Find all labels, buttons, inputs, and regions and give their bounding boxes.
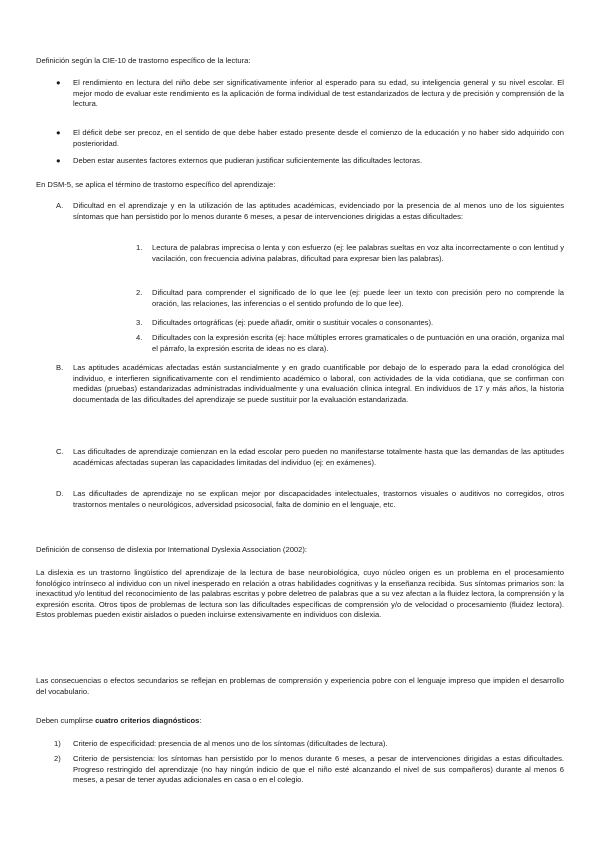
criterion-text: Las aptitudes académicas afectadas están sustancialmente y en grado cuantificable por debajo de lo esperado para la edad cronológica del individuo, e interfieren significativamente con el rendimiento académico o laboral, con actividades de la vida cotidiana, que se confirman con medidas (pruebas) estandarizadas administradas individualmente y una evaluación clínica integral. En individuos de 17 y más años, la historia documentada de las dificultades del aprendizaje se puede sustituir por la evaluación estandarizada.	[73, 363, 564, 404]
criteria-item-1	[54, 739, 564, 750]
dsm5-heading: En DSM-5, se aplica el término de trastorno específico del aprendizaje:	[36, 180, 276, 189]
criteria-intro	[36, 716, 564, 727]
bullet-text: El rendimiento en lectura del niño debe ser significativamente inferior al esperado para su edad, su inteligencia general y su nivel escolar. El mejor modo de evaluar este rendimiento es la aplicación de forma individual de test estandarizados de lectura y de precisión y comprensión de la lectura.	[73, 78, 564, 109]
bullet-text: El déficit debe ser precoz, en el sentido de que debe haber estado presente desde el comienzo de la educación y no haber sido adquirido con posterioridad.	[73, 128, 564, 148]
criterion-marker: C.	[56, 447, 64, 456]
cie10-heading: Definición según la CIE-10 de trastorno específico de la lectura:	[36, 56, 251, 65]
dsm5-criterion-c	[56, 447, 564, 468]
criteria-intro-suffix: :	[199, 716, 202, 725]
criterion-text: Las dificultades de aprendizaje comienzan en la edad escolar pero pueden no manifestarse totalmente hasta que las demandas de las aptitudes académicas afectadas superan las capacidades limitadas del individuo (ej: en exámenes).	[73, 447, 564, 467]
criteria-item-marker: 1)	[54, 739, 61, 748]
cie10-bullet-3	[56, 156, 564, 167]
criteria-intro-bold: cuatro criterios diagnósticos	[95, 716, 200, 725]
bullet-icon: ●	[56, 156, 61, 165]
dsm5-criterion-d	[56, 489, 564, 510]
ida-paragraph-1: La dislexia es un trastorno lingüístico del aprendizaje de la lectura de base neurobiológica, cuyo núcleo origen es un problema en el procesamiento fonológico intrínseco al individuo con un nivel inesperado en relación a otras habilidades cognitivas y la enseñanza recibida. Sus síntomas primarios son: la inexactitud y/o lentitud del reconocimiento de las palabras escritas y pobre deletreo de palabras que a su vez afectan a la fluidez lectora, la comprensión y la expresión escrita. Otros tipos de problemas de lectura son las dificultades específicas de comprensión y/o de velocidad o procesamiento (fluidez lectora). Estos problemas pueden existir aislados o pueden incluirse extensivamente en individuos con dislexia.	[36, 568, 564, 620]
bullet-icon: ●	[56, 128, 61, 137]
dsm5-subitem-1	[136, 243, 564, 264]
criteria-item-text: Criterio de persistencia: los síntomas han persistido por lo menos durante 6 meses, a pesar de intervenciones dirigidas a estas dificultades. Progreso restringido del aprendizaje (no hay ningún indicio de que el niño esté alcanzando el nivel de sus compañeros) durante al menos 6 meses, a pesar de tener ayudas adicionales en casa o en el colegio.	[73, 754, 564, 785]
criterion-text: Las dificultades de aprendizaje no se explican mejor por discapacidades intelectuales, trastornos visuales o auditivos no corregidos, otros trastornos mentales o neurológicos, adversidad psicosocial, falta de dominio en el lenguaje, etc.	[73, 489, 564, 509]
criteria-item-text: Criterio de especificidad: presencia de al menos uno de los síntomas (dificultades de lectura).	[73, 739, 388, 748]
dsm5-subitem-3	[136, 318, 564, 329]
criteria-item-marker: 2)	[54, 754, 61, 763]
criteria-item-2	[54, 754, 564, 786]
ida-heading: Definición de consenso de dislexia por International Dyslexia Association (2002):	[36, 545, 307, 554]
criterion-marker: D.	[56, 489, 64, 498]
subitem-marker: 1.	[136, 243, 143, 252]
criterion-marker: A.	[56, 201, 64, 210]
subitem-text: Dificultades con la expresión escrita (ej: hace múltiples errores gramaticales o de puntuación en una oración, organiza mal el párrafo, la expresión escrita de ideas no es clara).	[152, 333, 564, 353]
ida-paragraph-2: Las consecuencias o efectos secundarios se reflejan en problemas de comprensión y experiencia pobre con el lenguaje impreso que impiden el desarrollo del vocabulario.	[36, 676, 564, 696]
subitem-marker: 2.	[136, 288, 143, 297]
cie10-bullet-1	[56, 78, 564, 110]
dsm5-criterion-a	[56, 201, 564, 222]
cie10-bullet-2	[56, 128, 564, 149]
dsm5-criterion-b	[56, 363, 564, 405]
subitem-marker: 4.	[136, 333, 143, 342]
subitem-text: Lectura de palabras imprecisa o lenta y con esfuerzo (ej: lee palabras sueltas en voz alta incorrectamente o con lentitud y vacilación, con frecuencia adivina palabras, dificultad para expresar bien las palabras).	[152, 243, 564, 263]
subitem-marker: 3.	[136, 318, 143, 327]
dsm5-subitem-4	[136, 333, 564, 354]
bullet-icon: ●	[56, 78, 61, 87]
bullet-text: Deben estar ausentes factores externos que pudieran justificar suficientemente las dificultades lectoras.	[73, 156, 423, 165]
criterion-marker: B.	[56, 363, 64, 372]
dsm5-subitem-2	[136, 288, 564, 309]
subitem-text: Dificultad para comprender el significado de lo que lee (ej: puede leer un texto con precisión pero no comprende la oración, las relaciones, las inferencias o el sentido profundo de lo que lee).	[152, 288, 564, 308]
criteria-intro-prefix: Deben cumplirse	[36, 716, 96, 725]
subitem-text: Dificultades ortográficas (ej: puede añadir, omitir o sustituir vocales o consonantes).	[152, 318, 434, 327]
criterion-text: Dificultad en el aprendizaje y en la utilización de las aptitudes académicas, evidenciado por la presencia de al menos uno de los siguientes síntomas que han persistido por lo menos durante 6 meses, a pesar de intervenciones dirigidas a estas dificultades:	[73, 201, 564, 221]
